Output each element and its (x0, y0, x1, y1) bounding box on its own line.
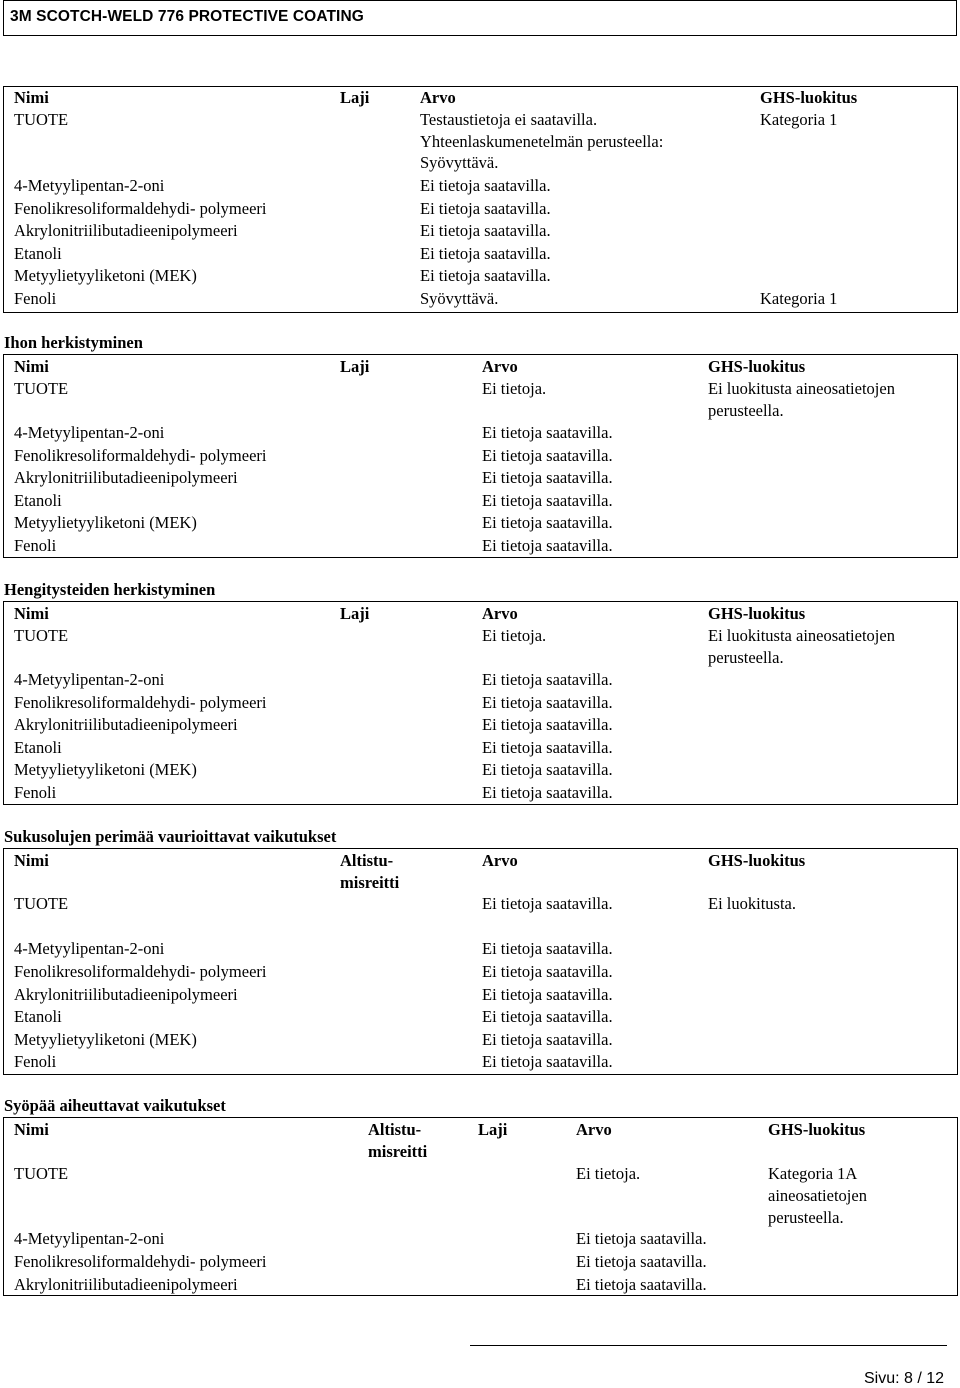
tuote-arvo: Ei tietoja. (482, 379, 547, 398)
tuote-arvo: Ei tietoja. (482, 626, 547, 645)
section-title: Ihon herkistyminen (4, 333, 143, 352)
tuote-name: TUOTE (14, 1164, 69, 1183)
row-arvo: Ei tietoja saatavilla. (482, 446, 613, 465)
row-name: Fenolikresoliformaldehydi- polymeeri (14, 199, 267, 218)
row-arvo: Ei tietoja saatavilla. (576, 1252, 707, 1271)
document-title: 3M SCOTCH-WELD 776 PROTECTIVE COATING (10, 8, 364, 25)
header-arvo: Arvo (420, 88, 456, 107)
row-arvo: Ei tietoja saatavilla. (482, 1030, 613, 1049)
header-ghs: GHS-luokitus (708, 851, 806, 870)
row-name: TUOTE (14, 110, 69, 129)
header-ghs: GHS-luokitus (768, 1120, 866, 1139)
row-name: Etanoli (14, 491, 62, 510)
tuote-ghs: perusteella. (708, 648, 784, 667)
row-arvo: Ei tietoja saatavilla. (420, 199, 551, 218)
row-arvo: Ei tietoja saatavilla. (482, 962, 613, 981)
table-respiratory-sensitization (3, 601, 958, 805)
row-name: Metyylietyyliketoni (MEK) (14, 760, 197, 779)
tuote-name: TUOTE (14, 626, 69, 645)
row-name: Metyylietyyliketoni (MEK) (14, 513, 197, 532)
row-name: Fenoli (14, 783, 57, 802)
row-name: Fenolikresoliformaldehydi- polymeeri (14, 962, 267, 981)
row-name: Fenolikresoliformaldehydi- polymeeri (14, 1252, 267, 1271)
document-header (3, 0, 957, 36)
tuote-arvo: Ei tietoja saatavilla. (482, 894, 613, 913)
tuote-name: TUOTE (14, 379, 69, 398)
row-name: Fenolikresoliformaldehydi- polymeeri (14, 446, 267, 465)
row-arvo: Ei tietoja saatavilla. (482, 468, 613, 487)
row-name: 4-Metyylipentan-2-oni (14, 176, 165, 195)
table-germ-cell-mutagenicity (3, 848, 958, 1075)
header-ghs: GHS-luokitus (760, 88, 858, 107)
row-arvo: Ei tietoja saatavilla. (482, 783, 613, 802)
header-altistumisreitti: misreitti (340, 873, 400, 892)
header-laji: Laji (340, 88, 370, 107)
row-arvo: Ei tietoja saatavilla. (482, 670, 613, 689)
row-arvo: Ei tietoja saatavilla. (482, 715, 613, 734)
row-name: Etanoli (14, 1007, 62, 1026)
row-arvo: Ei tietoja saatavilla. (482, 939, 613, 958)
row-name: Fenoli (14, 536, 57, 555)
row-arvo: Ei tietoja saatavilla. (482, 693, 613, 712)
header-arvo: Arvo (482, 357, 518, 376)
row-arvo: Ei tietoja saatavilla. (420, 244, 551, 263)
header-laji: Laji (478, 1120, 508, 1139)
tuote-ghs: aineosatietojen (768, 1186, 867, 1205)
row-name: Etanoli (14, 738, 62, 757)
row-name: Akrylonitriilibutadieenipolymeeri (14, 1275, 238, 1294)
row-name: Fenoli (14, 289, 57, 308)
section-title: Sukusolujen perimää vaurioittavat vaikutukset (4, 827, 337, 846)
header-arvo: Arvo (482, 851, 518, 870)
row-arvo: Ei tietoja saatavilla. (420, 221, 551, 240)
row-arvo: Ei tietoja saatavilla. (482, 738, 613, 757)
row-arvo: Syövyttävä. (420, 153, 499, 172)
row-arvo: Ei tietoja saatavilla. (482, 491, 613, 510)
tuote-ghs: Ei luokitusta aineosatietojen (708, 626, 895, 645)
table-skin-sensitization (3, 354, 958, 558)
row-arvo: Ei tietoja saatavilla. (420, 266, 551, 285)
header-altistumisreitti: misreitti (368, 1142, 428, 1161)
row-arvo: Testaustietoja ei saatavilla. (420, 110, 598, 129)
footer-divider (470, 1345, 947, 1346)
header-nimi: Nimi (14, 604, 49, 623)
header-altistumisreitti: Altistu- (340, 851, 394, 870)
row-arvo: Ei tietoja saatavilla. (482, 423, 613, 442)
row-name: 4-Metyylipentan-2-oni (14, 939, 165, 958)
header-arvo: Arvo (576, 1120, 612, 1139)
table-acute-corrosion (3, 86, 958, 313)
row-name: Etanoli (14, 244, 62, 263)
row-arvo: Ei tietoja saatavilla. (482, 760, 613, 779)
header-arvo: Arvo (482, 604, 518, 623)
header-ghs: GHS-luokitus (708, 604, 806, 623)
row-ghs: Kategoria 1 (760, 289, 838, 308)
table-carcinogenicity (3, 1117, 958, 1296)
tuote-ghs: perusteella. (708, 401, 784, 420)
header-nimi: Nimi (14, 851, 49, 870)
row-name: Akrylonitriilibutadieenipolymeeri (14, 985, 238, 1004)
row-arvo: Ei tietoja saatavilla. (576, 1275, 707, 1294)
header-altistumisreitti: Altistu- (368, 1120, 422, 1139)
header-nimi: Nimi (14, 357, 49, 376)
row-arvo: Ei tietoja saatavilla. (420, 176, 551, 195)
row-name: Fenolikresoliformaldehydi- polymeeri (14, 693, 267, 712)
header-nimi: Nimi (14, 1120, 49, 1139)
tuote-ghs: Kategoria 1A (768, 1164, 858, 1183)
row-arvo: Ei tietoja saatavilla. (482, 536, 613, 555)
header-laji: Laji (340, 604, 370, 623)
row-name: Akrylonitriilibutadieenipolymeeri (14, 468, 238, 487)
row-name: 4-Metyylipentan-2-oni (14, 1229, 165, 1248)
row-arvo: Ei tietoja saatavilla. (482, 513, 613, 532)
header-laji: Laji (340, 357, 370, 376)
row-arvo: Ei tietoja saatavilla. (482, 1052, 613, 1071)
header-nimi: Nimi (14, 88, 49, 107)
row-name: 4-Metyylipentan-2-oni (14, 670, 165, 689)
tuote-ghs: perusteella. (768, 1208, 844, 1227)
tuote-arvo: Ei tietoja. (576, 1164, 641, 1183)
row-arvo: Ei tietoja saatavilla. (482, 985, 613, 1004)
row-arvo: Ei tietoja saatavilla. (482, 1007, 613, 1026)
row-name: Metyylietyyliketoni (MEK) (14, 266, 197, 285)
page-number: Sivu: 8 / 12 (864, 1370, 945, 1387)
row-arvo: Yhteenlaskumenetelmän perusteella: (420, 132, 664, 151)
section-title: Syöpää aiheuttavat vaikutukset (4, 1096, 226, 1115)
row-name: 4-Metyylipentan-2-oni (14, 423, 165, 442)
row-name: Akrylonitriilibutadieenipolymeeri (14, 715, 238, 734)
tuote-ghs: Ei luokitusta aineosatietojen (708, 379, 895, 398)
tuote-ghs: Ei luokitusta. (708, 894, 796, 913)
row-name: Akrylonitriilibutadieenipolymeeri (14, 221, 238, 240)
tuote-name: TUOTE (14, 894, 69, 913)
row-name: Metyylietyyliketoni (MEK) (14, 1030, 197, 1049)
section-title: Hengitysteiden herkistyminen (4, 580, 216, 599)
row-arvo: Ei tietoja saatavilla. (576, 1229, 707, 1248)
header-ghs: GHS-luokitus (708, 357, 806, 376)
row-name: Fenoli (14, 1052, 57, 1071)
row-ghs: Kategoria 1 (760, 110, 838, 129)
row-arvo: Syövyttävä. (420, 289, 499, 308)
